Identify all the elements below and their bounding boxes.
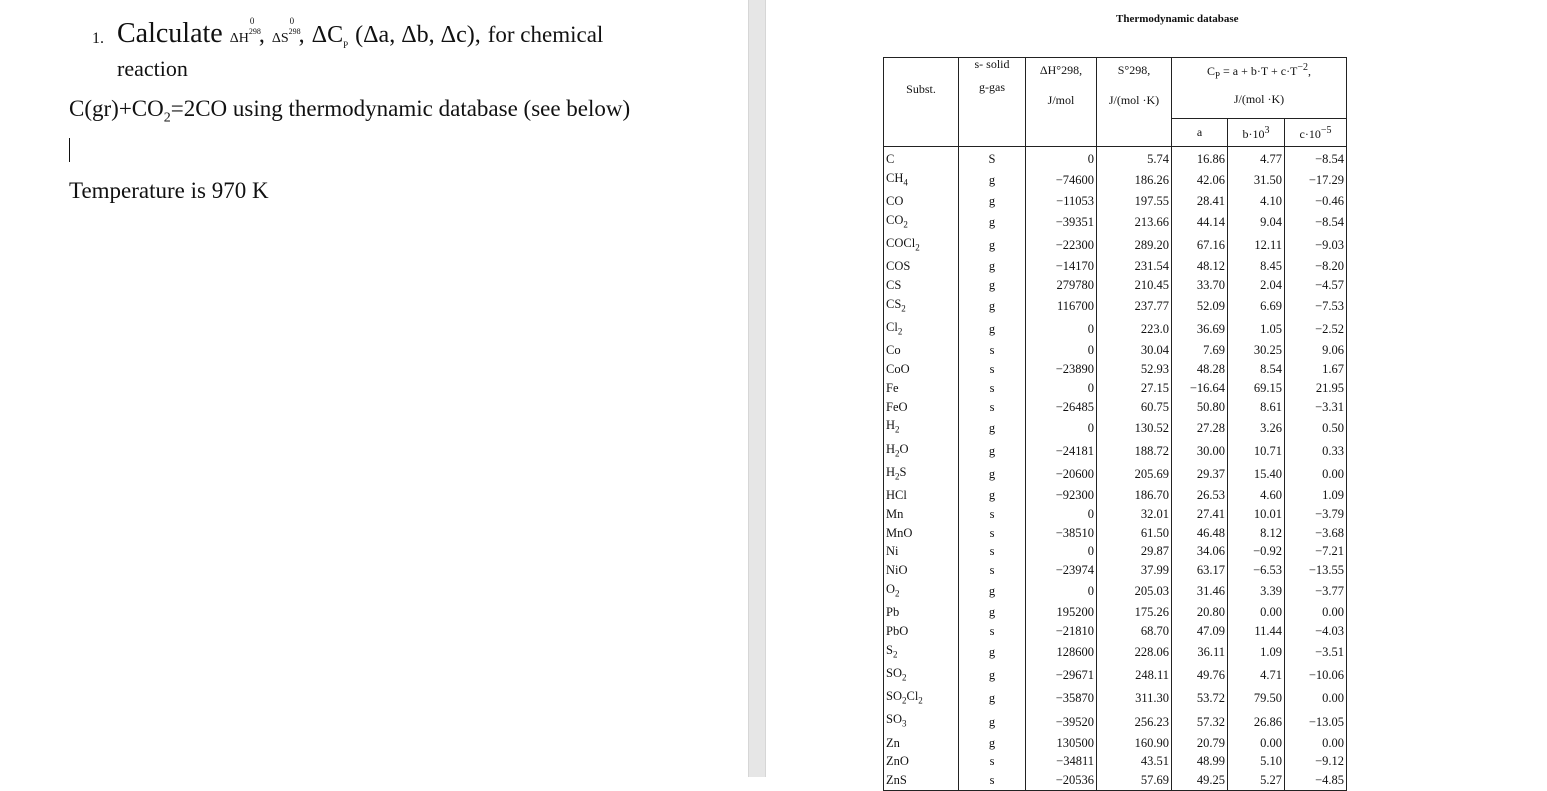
cell-state: s [959, 561, 1026, 580]
cell-state: s [959, 524, 1026, 543]
cell-c: −4.57 [1285, 276, 1347, 295]
cell-a: 20.79 [1172, 734, 1228, 753]
cell-state: s [959, 341, 1026, 360]
cell-c: 0.50 [1285, 416, 1347, 439]
cell-a: 7.69 [1172, 341, 1228, 360]
header-state: s- solid g-gas [959, 58, 1026, 147]
cell-c: 0.00 [1285, 463, 1347, 486]
cell-substance: HCl [884, 486, 959, 505]
cell-b: 12.11 [1228, 234, 1285, 257]
cell-c: 1.67 [1285, 360, 1347, 379]
cell-enthalpy: 0 [1026, 580, 1097, 603]
cell-entropy: 68.70 [1097, 622, 1172, 641]
header-c: $c\cdot 10^{-5}$ [1285, 119, 1347, 147]
cell-substance: $H_2S$ [884, 463, 959, 486]
cell-a: 48.12 [1172, 257, 1228, 276]
table-row [884, 603, 1347, 622]
cell-entropy: 32.01 [1097, 505, 1172, 524]
table-row [884, 147, 1347, 169]
cell-b: 5.27 [1228, 771, 1285, 790]
cell-a: 63.17 [1172, 561, 1228, 580]
table-row [884, 257, 1347, 276]
cell-a: 36.11 [1172, 641, 1228, 664]
table-row [884, 360, 1347, 379]
cell-b: 4.77 [1228, 147, 1285, 169]
table-row [884, 295, 1347, 318]
question-line-1: Calculate ΔH 0 298 , ΔS 0 298 , $\Delta C_P$ (Δa, Δb, Δc), for chemical [117, 16, 604, 50]
table-row [884, 734, 1347, 753]
header-entropy: S°298, J/(mol ·K) [1097, 58, 1172, 147]
table-row [884, 398, 1347, 417]
cell-c: 0.00 [1285, 687, 1347, 710]
cell-c: 0.33 [1285, 440, 1347, 463]
cell-substance: CO [884, 192, 959, 211]
cell-a: 57.32 [1172, 710, 1228, 733]
cell-c: −9.12 [1285, 752, 1347, 771]
cell-enthalpy: 279780 [1026, 276, 1097, 295]
cell-b: 8.45 [1228, 257, 1285, 276]
cell-entropy: 29.87 [1097, 542, 1172, 561]
cell-state: g [959, 664, 1026, 687]
table-row [884, 752, 1347, 771]
cell-c: −4.85 [1285, 771, 1347, 790]
table-row [884, 664, 1347, 687]
cell-c: −8.20 [1285, 257, 1347, 276]
cell-state: g [959, 641, 1026, 664]
cell-substance: $CS_2$ [884, 295, 959, 318]
cell-a: 20.80 [1172, 603, 1228, 622]
cell-entropy: 61.50 [1097, 524, 1172, 543]
cell-substance: MnO [884, 524, 959, 543]
cell-b: 8.54 [1228, 360, 1285, 379]
table-row [884, 463, 1347, 486]
cell-entropy: 186.70 [1097, 486, 1172, 505]
cell-b: 8.12 [1228, 524, 1285, 543]
cell-state: g [959, 295, 1026, 318]
cell-entropy: 30.04 [1097, 341, 1172, 360]
cell-entropy: 43.51 [1097, 752, 1172, 771]
cell-a: 53.72 [1172, 687, 1228, 710]
cell-state: g [959, 440, 1026, 463]
table-row [884, 341, 1347, 360]
cell-state: g [959, 192, 1026, 211]
cell-entropy: 205.03 [1097, 580, 1172, 603]
question-line-2: reaction [117, 56, 188, 81]
cell-c: 0.00 [1285, 603, 1347, 622]
cell-entropy: 60.75 [1097, 398, 1172, 417]
cell-a: 48.99 [1172, 752, 1228, 771]
cell-entropy: 248.11 [1097, 664, 1172, 687]
right-page [766, 0, 1547, 787]
cell-a: 30.00 [1172, 440, 1228, 463]
cell-a: −16.64 [1172, 379, 1228, 398]
cell-substance: COCl$_2$ [884, 234, 959, 257]
cell-substance: COS [884, 257, 959, 276]
table-row [884, 211, 1347, 234]
cell-b: 15.40 [1228, 463, 1285, 486]
cell-c: −8.54 [1285, 147, 1347, 169]
cell-substance: $SO_2Cl_2$ [884, 687, 959, 710]
cell-b: 4.60 [1228, 486, 1285, 505]
left-page [0, 0, 748, 777]
cell-enthalpy: 0 [1026, 416, 1097, 439]
cell-entropy: 237.77 [1097, 295, 1172, 318]
cell-entropy: 186.26 [1097, 169, 1172, 192]
cell-b: 11.44 [1228, 622, 1285, 641]
cell-b: 9.04 [1228, 211, 1285, 234]
table-body [884, 147, 1347, 791]
cell-state: s [959, 542, 1026, 561]
cell-enthalpy: −23890 [1026, 360, 1097, 379]
cell-enthalpy: 0 [1026, 341, 1097, 360]
cell-substance: Zn [884, 734, 959, 753]
cell-a: 27.28 [1172, 416, 1228, 439]
cell-enthalpy: 0 [1026, 147, 1097, 169]
cell-state: g [959, 486, 1026, 505]
cell-b: 1.09 [1228, 641, 1285, 664]
cell-enthalpy: −22300 [1026, 234, 1097, 257]
cell-state: g [959, 416, 1026, 439]
cell-b: 1.05 [1228, 318, 1285, 341]
cell-state: s [959, 398, 1026, 417]
table-row [884, 440, 1347, 463]
cell-c: −2.52 [1285, 318, 1347, 341]
cell-state: g [959, 603, 1026, 622]
cell-enthalpy: 0 [1026, 379, 1097, 398]
cell-substance: ZnS [884, 771, 959, 790]
cell-entropy: 213.66 [1097, 211, 1172, 234]
database-title: Thermodynamic database [1116, 13, 1239, 25]
cell-substance: Pb [884, 603, 959, 622]
header-b: $b\cdot 10^3$ [1228, 119, 1285, 147]
cell-b: 4.10 [1228, 192, 1285, 211]
cell-a: 44.14 [1172, 211, 1228, 234]
cell-b: 31.50 [1228, 169, 1285, 192]
cell-b: 10.01 [1228, 505, 1285, 524]
cell-b: −0.92 [1228, 542, 1285, 561]
cell-substance: $O_2$ [884, 580, 959, 603]
cell-c: −3.68 [1285, 524, 1347, 543]
table-row [884, 505, 1347, 524]
cell-a: 47.09 [1172, 622, 1228, 641]
table-row [884, 542, 1347, 561]
cell-substance: FeO [884, 398, 959, 417]
cell-a: 46.48 [1172, 524, 1228, 543]
cell-c: 9.06 [1285, 341, 1347, 360]
cell-enthalpy: −21810 [1026, 622, 1097, 641]
cell-enthalpy: 116700 [1026, 295, 1097, 318]
cell-a: 29.37 [1172, 463, 1228, 486]
cell-state: g [959, 463, 1026, 486]
cell-state: s [959, 505, 1026, 524]
cell-enthalpy: −34811 [1026, 752, 1097, 771]
cell-enthalpy: −24181 [1026, 440, 1097, 463]
cell-b: −6.53 [1228, 561, 1285, 580]
cell-state: g [959, 580, 1026, 603]
question-number: 1. [92, 30, 104, 47]
cell-entropy: 130.52 [1097, 416, 1172, 439]
table-row [884, 486, 1347, 505]
cell-enthalpy: 128600 [1026, 641, 1097, 664]
cell-state: g [959, 318, 1026, 341]
cell-substance: $SO_3$ [884, 710, 959, 733]
cell-b: 2.04 [1228, 276, 1285, 295]
cell-enthalpy: −74600 [1026, 169, 1097, 192]
table-row [884, 561, 1347, 580]
cell-c: −17.29 [1285, 169, 1347, 192]
table-row [884, 622, 1347, 641]
cell-state: s [959, 771, 1026, 790]
cell-entropy: 231.54 [1097, 257, 1172, 276]
cell-b: 69.15 [1228, 379, 1285, 398]
cell-substance: $S_2$ [884, 641, 959, 664]
cell-enthalpy: −92300 [1026, 486, 1097, 505]
cell-entropy: 188.72 [1097, 440, 1172, 463]
cell-substance: NiO [884, 561, 959, 580]
text-cursor [69, 138, 70, 162]
cell-c: −7.53 [1285, 295, 1347, 318]
cell-b: 0.00 [1228, 603, 1285, 622]
cell-enthalpy: −35870 [1026, 687, 1097, 710]
table-row [884, 687, 1347, 710]
cell-a: 16.86 [1172, 147, 1228, 169]
cell-enthalpy: 130500 [1026, 734, 1097, 753]
cell-substance: $CH_4$ [884, 169, 959, 192]
thermodynamic-table [883, 57, 1347, 791]
table-row [884, 580, 1347, 603]
table-row [884, 318, 1347, 341]
cell-entropy: 37.99 [1097, 561, 1172, 580]
cell-a: 28.41 [1172, 192, 1228, 211]
cell-state: s [959, 622, 1026, 641]
cell-state: s [959, 379, 1026, 398]
delta-coefficients: (Δa, Δb, Δc), [355, 22, 481, 48]
cell-b: 3.39 [1228, 580, 1285, 603]
cell-substance: CoO [884, 360, 959, 379]
delta-cp-symbol: $\Delta C_P$ [311, 22, 349, 50]
table-row [884, 192, 1347, 211]
cell-b: 4.71 [1228, 664, 1285, 687]
page-gutter [748, 0, 766, 777]
cell-b: 30.25 [1228, 341, 1285, 360]
table-row [884, 710, 1347, 733]
cell-enthalpy: 0 [1026, 318, 1097, 341]
temperature-line: Temperature is 970 K [69, 178, 269, 203]
cell-state: g [959, 234, 1026, 257]
cell-state: g [959, 257, 1026, 276]
cell-enthalpy: −39520 [1026, 710, 1097, 733]
cell-state: S [959, 147, 1026, 169]
table-row [884, 379, 1347, 398]
cell-a: 48.28 [1172, 360, 1228, 379]
cell-substance: $H_2O$ [884, 440, 959, 463]
cell-state: g [959, 276, 1026, 295]
cell-a: 49.25 [1172, 771, 1228, 790]
cell-b: 3.26 [1228, 416, 1285, 439]
cell-c: −8.54 [1285, 211, 1347, 234]
cell-state: g [959, 169, 1026, 192]
cell-enthalpy: −26485 [1026, 398, 1097, 417]
table-row [884, 524, 1347, 543]
cell-c: 0.00 [1285, 734, 1347, 753]
cell-c: −4.03 [1285, 622, 1347, 641]
table-row [884, 771, 1347, 790]
cell-entropy: 5.74 [1097, 147, 1172, 169]
cell-c: −7.21 [1285, 542, 1347, 561]
cell-substance: Mn [884, 505, 959, 524]
cell-entropy: 160.90 [1097, 734, 1172, 753]
cell-a: 26.53 [1172, 486, 1228, 505]
cell-a: 67.16 [1172, 234, 1228, 257]
cell-enthalpy: −14170 [1026, 257, 1097, 276]
cell-entropy: 57.69 [1097, 771, 1172, 790]
cell-enthalpy: 195200 [1026, 603, 1097, 622]
cell-a: 31.46 [1172, 580, 1228, 603]
cell-state: s [959, 360, 1026, 379]
cell-substance: $Cl_2$ [884, 318, 959, 341]
cell-a: 36.69 [1172, 318, 1228, 341]
cell-a: 50.80 [1172, 398, 1228, 417]
cell-substance: PbO [884, 622, 959, 641]
cell-substance: C [884, 147, 959, 169]
cell-state: g [959, 734, 1026, 753]
cell-b: 6.69 [1228, 295, 1285, 318]
cell-entropy: 223.0 [1097, 318, 1172, 341]
reaction-line: $C(gr)+CO_2=2CO$ using thermodynamic database (see below) [69, 96, 631, 126]
cell-a: 49.76 [1172, 664, 1228, 687]
cell-substance: Ni [884, 542, 959, 561]
cell-state: g [959, 710, 1026, 733]
cell-enthalpy: −38510 [1026, 524, 1097, 543]
table-row [884, 641, 1347, 664]
cell-enthalpy: 0 [1026, 505, 1097, 524]
cell-substance: ZnO [884, 752, 959, 771]
cell-b: 0.00 [1228, 734, 1285, 753]
cell-entropy: 210.45 [1097, 276, 1172, 295]
cell-entropy: 175.26 [1097, 603, 1172, 622]
header-heat-capacity: $C_P = a + b\cdot T + c\cdot T^{-2}$, J/(mol ·K) [1172, 58, 1347, 119]
cell-state: s [959, 752, 1026, 771]
table-row [884, 276, 1347, 295]
cell-c: −0.46 [1285, 192, 1347, 211]
cell-substance: Co [884, 341, 959, 360]
cell-a: 42.06 [1172, 169, 1228, 192]
cell-enthalpy: 0 [1026, 542, 1097, 561]
header-enthalpy: ΔH°298, J/mol [1026, 58, 1097, 147]
cell-c: −13.05 [1285, 710, 1347, 733]
cell-substance: $CO_2$ [884, 211, 959, 234]
table-row [884, 169, 1347, 192]
cell-entropy: 289.20 [1097, 234, 1172, 257]
cell-enthalpy: −11053 [1026, 192, 1097, 211]
cell-a: 34.06 [1172, 542, 1228, 561]
question-tail: for chemical [487, 22, 604, 47]
table-row [884, 234, 1347, 257]
cell-enthalpy: −20536 [1026, 771, 1097, 790]
header-subst: Subst. [884, 58, 959, 147]
cell-substance: CS [884, 276, 959, 295]
cell-entropy: 52.93 [1097, 360, 1172, 379]
cell-entropy: 256.23 [1097, 710, 1172, 733]
cell-c: −13.55 [1285, 561, 1347, 580]
cell-enthalpy: −39351 [1026, 211, 1097, 234]
cell-c: −3.31 [1285, 398, 1347, 417]
cell-b: 8.61 [1228, 398, 1285, 417]
cell-b: 26.86 [1228, 710, 1285, 733]
cell-c: −9.03 [1285, 234, 1347, 257]
cell-c: 1.09 [1285, 486, 1347, 505]
table-row [884, 416, 1347, 439]
cell-enthalpy: −20600 [1026, 463, 1097, 486]
cell-state: g [959, 211, 1026, 234]
cell-entropy: 228.06 [1097, 641, 1172, 664]
cell-state: g [959, 687, 1026, 710]
cell-c: −3.79 [1285, 505, 1347, 524]
cell-a: 52.09 [1172, 295, 1228, 318]
cell-enthalpy: −23974 [1026, 561, 1097, 580]
cell-entropy: 205.69 [1097, 463, 1172, 486]
cell-a: 27.41 [1172, 505, 1228, 524]
cell-a: 33.70 [1172, 276, 1228, 295]
cell-substance: $SO_2$ [884, 664, 959, 687]
cell-b: 5.10 [1228, 752, 1285, 771]
cell-substance: $H_2$ [884, 416, 959, 439]
cell-b: 10.71 [1228, 440, 1285, 463]
cell-substance: Fe [884, 379, 959, 398]
delta-s-symbol: ΔS 0 298 [271, 16, 301, 46]
delta-h-symbol: ΔH 0 298 [229, 16, 261, 46]
cell-c: −3.77 [1285, 580, 1347, 603]
cell-c: −3.51 [1285, 641, 1347, 664]
header-a: a [1172, 119, 1228, 147]
cell-c: 21.95 [1285, 379, 1347, 398]
cell-c: −10.06 [1285, 664, 1347, 687]
calculate-word: Calculate [117, 18, 223, 49]
cell-enthalpy: −29671 [1026, 664, 1097, 687]
cell-entropy: 197.55 [1097, 192, 1172, 211]
cell-b: 79.50 [1228, 687, 1285, 710]
cell-entropy: 311.30 [1097, 687, 1172, 710]
cell-entropy: 27.15 [1097, 379, 1172, 398]
